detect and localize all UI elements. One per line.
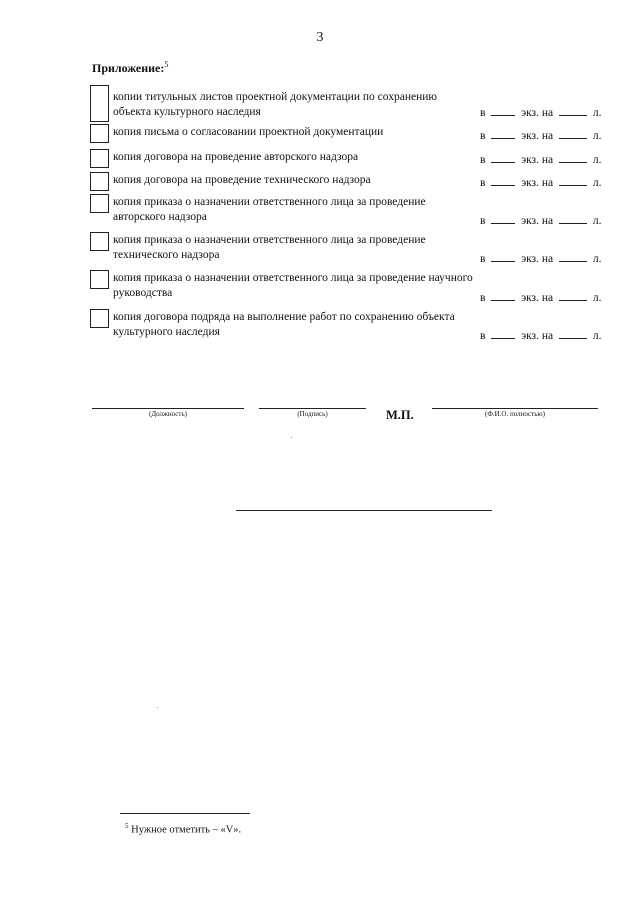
attachment-item-text: копия письма о согласовании проектной документации (113, 126, 384, 138)
sheets-blank[interactable] (559, 152, 587, 163)
quantity-field (480, 105, 602, 119)
page-number: 3 (316, 30, 324, 45)
attachment-checkbox[interactable] (90, 124, 109, 143)
position-caption: (Должность) (149, 410, 187, 418)
scan-speck (157, 707, 158, 708)
quantity-mid: экз. на (521, 330, 554, 342)
quantity-mid: экз. на (521, 177, 554, 189)
quantity-mid: экз. на (521, 292, 554, 304)
attachment-heading-label: Приложение: (92, 61, 165, 75)
attachment-checkbox[interactable] (90, 194, 109, 213)
quantity-field (480, 128, 602, 142)
copies-blank[interactable] (491, 152, 515, 163)
quantity-field (480, 175, 602, 189)
quantity-prefix: в (480, 130, 486, 142)
full-name-caption: (Ф.И.О. полностью) (485, 410, 545, 418)
copies-blank[interactable] (491, 128, 515, 139)
attachment-item-text: копия приказа о назначении ответственного лица за проведение технического надзора (113, 234, 426, 261)
sheets-blank[interactable] (559, 290, 587, 301)
copies-blank[interactable] (491, 175, 515, 186)
signature-caption: (Подпись) (297, 410, 328, 418)
quantity-prefix: в (480, 330, 486, 342)
attachment-item-text: копия договора подряда на выполнение работ по сохранению объекта культурного наследия (113, 311, 455, 338)
attachment-item-text: копия приказа о назначении ответственного лица за проведение авторского надзора (113, 196, 426, 223)
attachment-item-text: копия приказа о назначении ответственного лица за проведение научного руководства (113, 272, 473, 299)
sheets-blank[interactable] (559, 213, 587, 224)
scan-speck (291, 437, 292, 438)
heading-footnote-mark: 5 (164, 60, 169, 69)
attachment-checkbox[interactable] (90, 232, 109, 251)
quantity-field (480, 290, 602, 304)
attachment-checkbox[interactable] (90, 270, 109, 289)
footnote (125, 822, 241, 836)
quantity-prefix: в (480, 177, 486, 189)
separator-line (236, 510, 492, 511)
copies-blank[interactable] (491, 328, 515, 339)
quantity-suffix: л. (592, 130, 602, 142)
attachment-checkbox[interactable] (90, 149, 109, 168)
quantity-suffix: л. (592, 215, 602, 227)
footnote-separator (120, 813, 250, 814)
quantity-mid: экз. на (521, 215, 554, 227)
stamp-label: М.П. (386, 408, 414, 422)
quantity-field (480, 251, 602, 265)
sheets-blank[interactable] (559, 105, 587, 116)
quantity-suffix: л. (592, 253, 602, 265)
quantity-field (480, 328, 602, 342)
attachment-checkbox[interactable] (90, 85, 109, 122)
quantity-suffix: л. (592, 292, 602, 304)
sheets-blank[interactable] (559, 328, 587, 339)
quantity-suffix: л. (592, 154, 602, 166)
quantity-mid: экз. на (521, 154, 554, 166)
attachment-checkbox[interactable] (90, 309, 109, 328)
quantity-suffix: л. (592, 330, 602, 342)
full-name-line[interactable] (432, 408, 598, 409)
attachment-checkbox[interactable] (90, 172, 109, 191)
attachment-item-text: копии титульных листов проектной документации по сохранению объекта культурного наследия (113, 91, 437, 118)
quantity-field (480, 152, 602, 166)
quantity-mid: экз. на (521, 107, 554, 119)
attachment-heading (92, 60, 168, 76)
attachment-item-text: копия договора на проведение авторского надзора (113, 151, 359, 163)
sheets-blank[interactable] (559, 175, 587, 186)
copies-blank[interactable] (491, 251, 515, 262)
quantity-suffix: л. (592, 177, 602, 189)
quantity-prefix: в (480, 292, 486, 304)
footnote-text: Нужное отметить – «V». (131, 824, 242, 836)
quantity-prefix: в (480, 215, 486, 227)
copies-blank[interactable] (491, 290, 515, 301)
quantity-suffix: л. (592, 107, 602, 119)
quantity-field (480, 213, 602, 227)
quantity-prefix: в (480, 154, 486, 166)
sheets-blank[interactable] (559, 251, 587, 262)
copies-blank[interactable] (491, 213, 515, 224)
footnote-mark: 5 (125, 822, 129, 830)
signature-line[interactable] (259, 408, 366, 409)
copies-blank[interactable] (491, 105, 515, 116)
sheets-blank[interactable] (559, 128, 587, 139)
quantity-mid: экз. на (521, 130, 554, 142)
quantity-prefix: в (480, 107, 486, 119)
quantity-mid: экз. на (521, 253, 554, 265)
attachment-item-text: копия договора на проведение технического надзора (113, 174, 371, 186)
quantity-prefix: в (480, 253, 486, 265)
position-line[interactable] (92, 408, 244, 409)
